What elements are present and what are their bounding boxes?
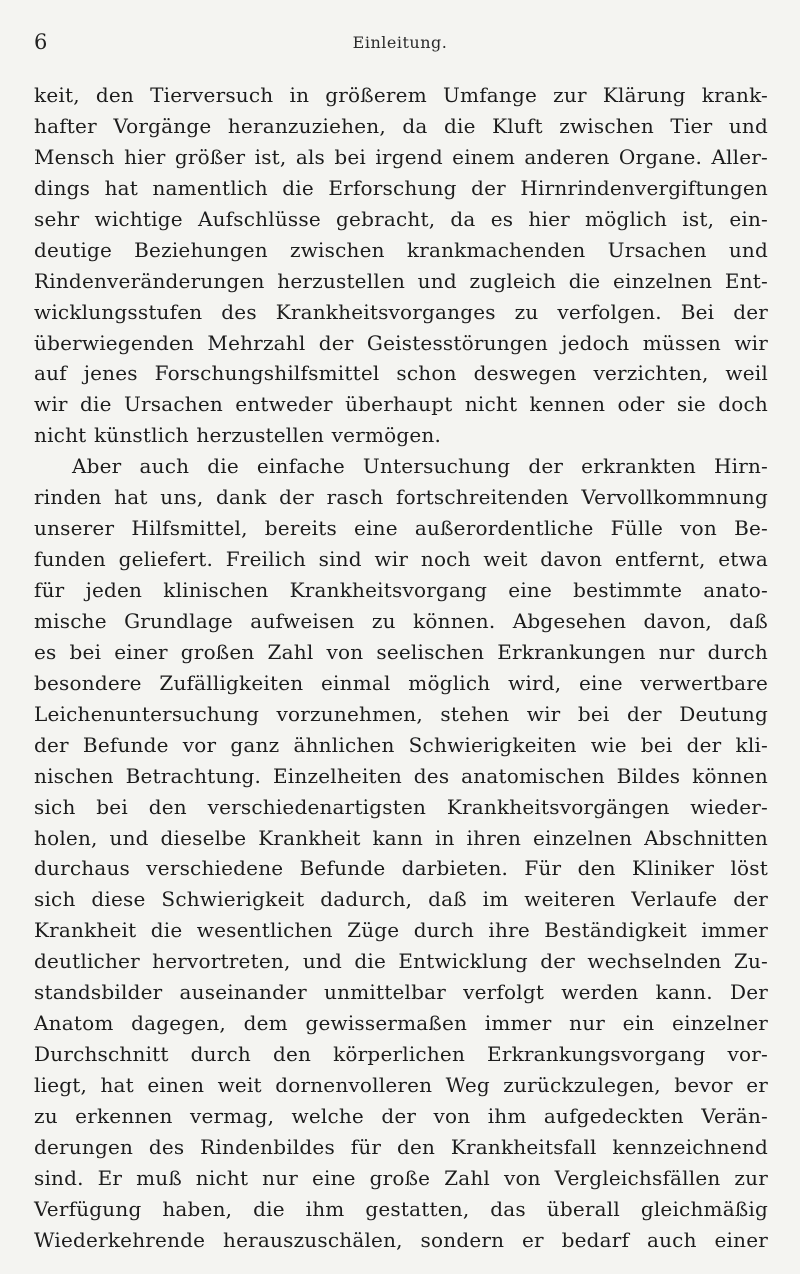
text-line: Rindenveränderungen herzustellen und zugleich die einzelnen Ent-: [34, 268, 768, 293]
text-line: wir die Ursachen entweder überhaupt nicht kennen oder sie doch: [34, 392, 768, 417]
text-line: dings hat namentlich die Erforschung der Hirnrindenvergiftungen: [34, 175, 768, 200]
text-line: es bei einer großen Zahl von seelischen Erkrankungen nur durch: [34, 639, 768, 664]
text-line: Wiederkehrende herauszuschälen, sondern er bedarf auch einer: [34, 1227, 768, 1252]
text-line: sich bei den verschiedenartigsten Krankheitsvorgängen wieder-: [34, 794, 768, 819]
text-line: Verfügung haben, die ihm gestatten, das überall gleichmäßig: [34, 1196, 768, 1221]
text-line: standsbilder auseinander unmittelbar verfolgt werden kann. Der: [34, 980, 768, 1005]
text-line: keit, den Tierversuch in größerem Umfange zur Klärung krank-: [34, 83, 768, 107]
text-line: derungen des Rindenbildes für den Krankheitsfall kennzeichnend: [34, 1134, 768, 1159]
text-line: Krankheit die wesentlichen Züge durch ihre Beständigkeit immer: [34, 918, 768, 943]
text-line: der Befunde vor ganz ähnlichen Schwierigkeiten wie bei der kli-: [34, 732, 768, 757]
text-line: Durchschnitt durch den körperlichen Erkrankungsvorgang vor-: [34, 1042, 768, 1067]
text-line: unserer Hilfsmittel, bereits eine außerordentliche Fülle von Be-: [34, 516, 768, 541]
text-line: holen, und dieselbe Krankheit kann in ihren einzelnen Abschnitten: [34, 825, 768, 850]
page-number: 6: [34, 30, 48, 54]
text-line: Anatom dagegen, dem gewissermaßen immer nur ein einzelner: [34, 1011, 768, 1036]
text-line: durchaus verschiedene Befunde darbieten. Für den Kliniker löst: [34, 856, 768, 881]
running-head: Einleitung.: [352, 33, 448, 52]
text-line: Mensch hier größer ist, als bei irgend einem anderen Organe. Aller-: [34, 144, 768, 169]
paragraph-start-line: Aber auch die einfache Untersuchung der erkrankten Hirn-: [72, 454, 768, 479]
text-line: liegt, hat einen weit dornenvolleren Weg zurückzulegen, bevor er: [34, 1073, 768, 1097]
page-header: [34, 30, 766, 60]
text-line: sich diese Schwierigkeit dadurch, daß im weiteren Verlaufe der: [34, 887, 768, 912]
text-line: für jeden klinischen Krankheitsvorgang eine bestimmte anato-: [34, 578, 768, 602]
text-line: deutlicher hervortreten, und die Entwicklung der wechselnden Zu-: [34, 949, 768, 974]
text-line: sehr wichtige Aufschlüsse gebracht, da es hier möglich ist, ein-: [34, 206, 768, 231]
text-line: auf jenes Forschungshilfsmittel schon deswegen verzichten, weil: [34, 361, 768, 386]
text-line: rinden hat uns, dank der rasch fortschreitenden Vervollkommnung: [34, 485, 768, 510]
text-line: zu erkennen vermag, welche der von ihm aufgedeckten Verän-: [34, 1103, 768, 1128]
text-line: Leichenuntersuchung vorzunehmen, stehen wir bei der Deutung: [34, 701, 768, 726]
paragraph-end-line: nicht künstlich herzustellen vermögen.: [34, 423, 442, 448]
text-line: deutige Beziehungen zwischen krankmachenden Ursachen und: [34, 237, 768, 262]
text-line: wicklungsstufen des Krankheitsvorganges zu verfolgen. Bei der: [34, 299, 768, 324]
text-line: funden geliefert. Freilich sind wir noch weit davon entfernt, etwa: [34, 547, 768, 572]
text-line: überwiegenden Mehrzahl der Geistesstörungen jedoch müssen wir: [34, 330, 768, 355]
text-line: nischen Betrachtung. Einzelheiten des anatomischen Bildes können: [34, 763, 768, 788]
text-line: hafter Vorgänge heranzuziehen, da die Kluft zwischen Tier und: [34, 113, 768, 138]
text-line: sind. Er muß nicht nur eine große Zahl von Vergleichsfällen zur: [34, 1165, 768, 1190]
text-line: besondere Zufälligkeiten einmal möglich wird, eine verwertbare: [34, 670, 768, 695]
body-text: [34, 80, 768, 1256]
text-line: mische Grundlage aufweisen zu können. Abgesehen davon, daß: [34, 608, 768, 633]
